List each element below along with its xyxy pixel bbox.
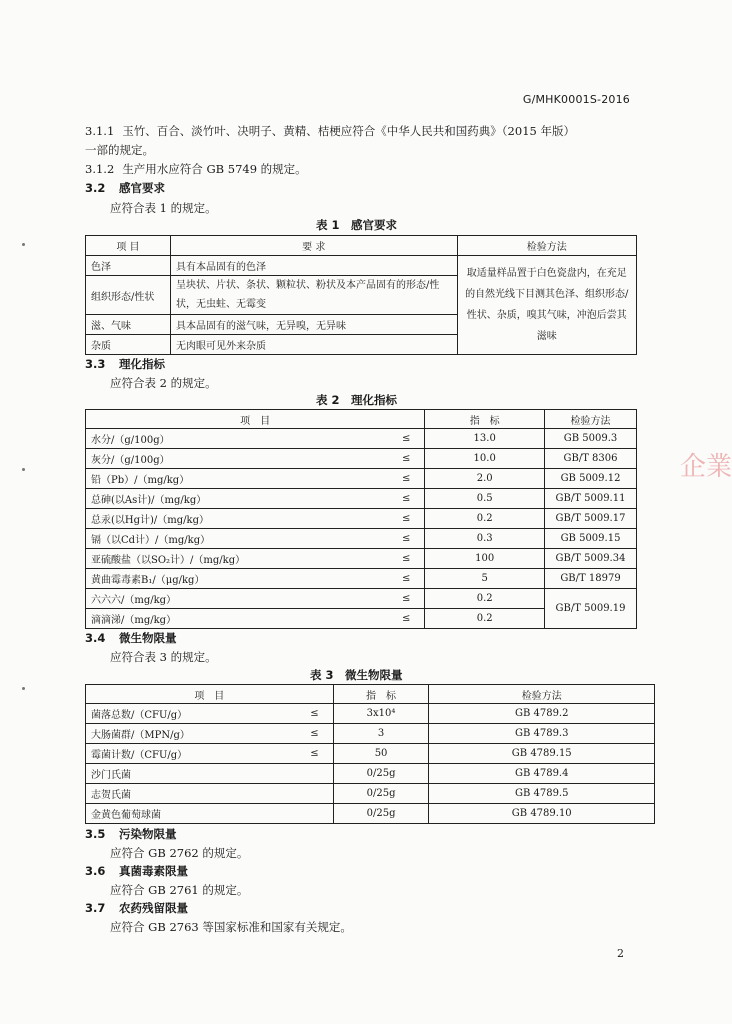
header-requirement: 要 求 (170, 236, 457, 256)
clause-3-1-1 (85, 122, 575, 140)
table2-physicochemical (85, 409, 637, 629)
item-cell: 组织形态/性状 (86, 276, 171, 315)
clause-3-1-2 (85, 160, 307, 178)
method-cell: 取适量样品置于白色瓷盘内，在充足的自然光线下目测其色泽、组织形态/性状、杂质，嗅其气味，冲泡后尝其滋味 (457, 256, 636, 355)
value-cell: 0.2 (425, 589, 545, 609)
value-cell: 100 (425, 549, 545, 569)
seal-stamp-fragment: 企業 (679, 452, 732, 482)
item-cell: 滴滴涕/（mg/kg） (86, 609, 271, 629)
section-3-2-heading (85, 180, 165, 196)
table-row (86, 569, 637, 589)
table-row (86, 764, 655, 784)
requirement-cell: 呈块状、片状、条状、颗粒状、粉状及本产品固有的形态/性状，无虫蛀、无霉变 (170, 276, 457, 315)
table3-caption: 表 3 微生物限量 (310, 668, 403, 682)
section-title: 感官要求 (119, 181, 166, 195)
value-cell: 5 (425, 569, 545, 589)
table-row (86, 744, 655, 764)
section-number: 3.7 (85, 901, 106, 915)
document-code: G/MHK0001S-2016 (522, 93, 630, 106)
method-cell: GB 5009.15 (545, 529, 637, 549)
table-row (86, 256, 637, 276)
value-cell: 0/25g (333, 804, 429, 824)
table-row (86, 724, 655, 744)
method-cell: GB 4789.15 (429, 744, 655, 764)
method-cell: GB/T 8306 (545, 449, 637, 469)
section-number: 3.4 (85, 631, 106, 645)
method-cell: GB 4789.3 (429, 724, 655, 744)
section-title: 真菌毒素限量 (119, 864, 189, 878)
section-3-3-heading (85, 356, 165, 372)
table1-sensory (85, 235, 637, 355)
table-row (86, 529, 637, 549)
operator-cell: ≤ (255, 744, 333, 764)
method-cell: GB 5009.3 (545, 429, 637, 449)
value-cell: 0.3 (425, 529, 545, 549)
section-number: 3.3 (85, 357, 106, 371)
section-3-3-text: 应符合表 2 的规定。 (110, 376, 217, 390)
item-cell: 菌落总数/（CFU/g） (86, 704, 256, 724)
section-3-6-text: 应符合 GB 2761 的规定。 (110, 883, 249, 897)
table-row (86, 449, 637, 469)
item-cell: 色泽 (86, 256, 171, 276)
table-row (86, 549, 637, 569)
operator-cell: ≤ (270, 529, 424, 549)
margin-dot (22, 468, 25, 471)
value-cell: 10.0 (425, 449, 545, 469)
header-index: 指 标 (425, 410, 545, 429)
section-number: 3.5 (85, 827, 106, 841)
table-row (86, 469, 637, 489)
section-title: 理化指标 (119, 357, 166, 371)
page-number: 2 (617, 947, 624, 960)
table-row (86, 509, 637, 529)
item-cell: 六六六/（mg/kg） (86, 589, 271, 609)
value-cell: 2.0 (425, 469, 545, 489)
value-cell: 0.5 (425, 489, 545, 509)
section-title: 农药残留限量 (119, 901, 189, 915)
requirement-cell: 无肉眼可见外来杂质 (170, 335, 457, 355)
clause-3-1-1-continued: 一部的规定。 (85, 143, 154, 157)
table-header-row (86, 685, 655, 704)
margin-dot (22, 243, 25, 246)
item-cell: 霉菌计数/（CFU/g） (86, 744, 256, 764)
value-cell: 0/25g (333, 784, 429, 804)
method-cell: GB 4789.2 (429, 704, 655, 724)
operator-cell: ≤ (270, 549, 424, 569)
method-cell: GB 5009.12 (545, 469, 637, 489)
item-cell: 沙门氏菌 (86, 764, 334, 784)
table-row (86, 704, 655, 724)
method-cell: GB 4789.5 (429, 784, 655, 804)
method-cell: GB/T 5009.17 (545, 509, 637, 529)
section-3-7-text: 应符合 GB 2763 等国家标准和国家有关规定。 (110, 920, 352, 934)
table2-caption: 表 2 理化指标 (316, 393, 398, 407)
table-header-row (86, 236, 637, 256)
section-number: 3.2 (85, 181, 106, 195)
value-cell: 0/25g (333, 764, 429, 784)
operator-cell: ≤ (270, 509, 424, 529)
item-cell: 志贺氏菌 (86, 784, 334, 804)
method-cell: GB/T 5009.19 (545, 589, 637, 629)
item-cell: 亚硫酸盐（以SO₂计）/（mg/kg） (86, 549, 271, 569)
method-cell: GB/T 5009.34 (545, 549, 637, 569)
header-item: 项 目 (86, 236, 171, 256)
clause-number: 3.1.1 (85, 124, 115, 138)
table-row (86, 804, 655, 824)
table-row (86, 784, 655, 804)
requirement-cell: 具本品固有的滋气味，无异嗅，无异味 (170, 315, 457, 335)
value-cell: 0.2 (425, 509, 545, 529)
requirement-cell: 具有本品固有的色泽 (170, 256, 457, 276)
item-cell: 镉（以Cd计）/（mg/kg） (86, 529, 271, 549)
header-method: 检验方法 (429, 685, 655, 704)
operator-cell: ≤ (270, 449, 424, 469)
header-index: 指 标 (333, 685, 429, 704)
header-method: 检验方法 (457, 236, 636, 256)
section-3-7-heading (85, 900, 188, 916)
table-row (86, 589, 637, 609)
margin-dot (22, 687, 25, 690)
section-3-5-heading (85, 826, 177, 842)
item-cell: 灰分/（g/100g） (86, 449, 271, 469)
section-3-2-text: 应符合表 1 的规定。 (110, 201, 217, 215)
item-cell: 杂质 (86, 335, 171, 355)
operator-cell: ≤ (270, 589, 424, 609)
table-row (86, 489, 637, 509)
clause-number: 3.1.2 (85, 162, 115, 176)
value-cell: 0.2 (425, 609, 545, 629)
section-3-5-text: 应符合 GB 2762 的规定。 (110, 846, 249, 860)
table-row (86, 429, 637, 449)
operator-cell: ≤ (255, 704, 333, 724)
table3-microbial (85, 684, 655, 824)
header-item: 项 目 (86, 410, 425, 429)
item-cell: 金黄色葡萄球菌 (86, 804, 334, 824)
method-cell: GB/T 18979 (545, 569, 637, 589)
section-3-4-text: 应符合表 3 的规定。 (110, 650, 217, 664)
section-number: 3.6 (85, 864, 106, 878)
operator-cell: ≤ (270, 609, 424, 629)
value-cell: 13.0 (425, 429, 545, 449)
clause-text: 生产用水应符合 GB 5749 的规定。 (122, 162, 307, 176)
item-cell: 大肠菌群/（MPN/g） (86, 724, 256, 744)
section-title: 微生物限量 (119, 631, 177, 645)
item-cell: 铅（Pb）/（mg/kg） (86, 469, 271, 489)
operator-cell: ≤ (270, 429, 424, 449)
operator-cell: ≤ (270, 569, 424, 589)
method-cell: GB 4789.4 (429, 764, 655, 784)
method-cell: GB/T 5009.11 (545, 489, 637, 509)
item-cell: 总汞(以Hg计)/（mg/kg） (86, 509, 271, 529)
header-item: 项 目 (86, 685, 334, 704)
method-cell: GB 4789.10 (429, 804, 655, 824)
item-cell: 黄曲霉毒素B₁/（μg/kg） (86, 569, 271, 589)
table1-caption: 表 1 感官要求 (316, 218, 398, 232)
value-cell: 50 (333, 744, 429, 764)
section-3-6-heading (85, 863, 188, 879)
item-cell: 滋、气味 (86, 315, 171, 335)
value-cell: 3x10⁴ (333, 704, 429, 724)
operator-cell: ≤ (270, 489, 424, 509)
item-cell: 总砷(以As计)/（mg/kg） (86, 489, 271, 509)
section-title: 污染物限量 (119, 827, 177, 841)
operator-cell: ≤ (270, 469, 424, 489)
value-cell: 3 (333, 724, 429, 744)
section-3-4-heading (85, 630, 177, 646)
clause-text: 玉竹、百合、淡竹叶、决明子、黄精、桔梗应符合《中华人民共和国药典》（2015 年版） (122, 124, 575, 138)
item-cell: 水分/（g/100g） (86, 429, 271, 449)
operator-cell: ≤ (255, 724, 333, 744)
header-method: 检验方法 (545, 410, 637, 429)
table-header-row (86, 410, 637, 429)
